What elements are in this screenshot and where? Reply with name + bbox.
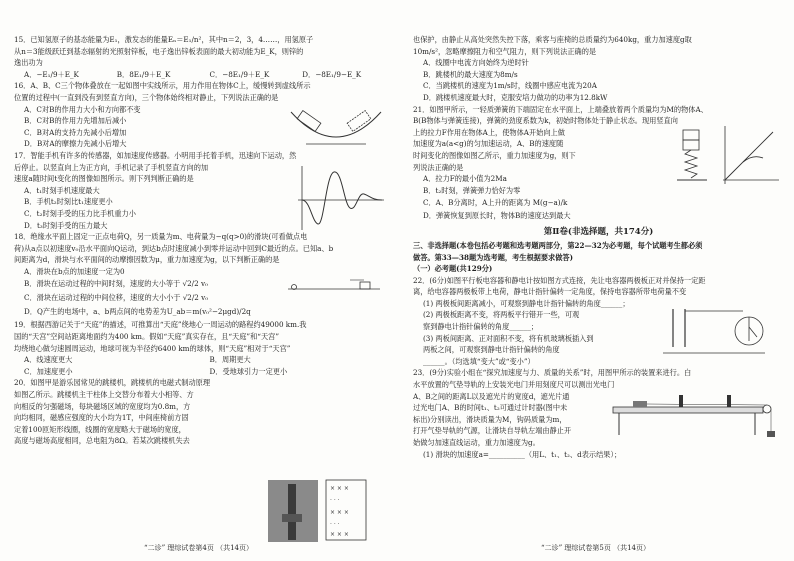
q20-stem-2: 如图乙所示。跳楼机主干柱体上交替分布着大小相等、方 bbox=[14, 390, 194, 400]
q23-stem-1: 23．(9分)实验小组在“探究加速度与力、质量的关系”时，用图甲所示的装置来进行。白 bbox=[413, 368, 692, 378]
q20-stem-3: 向相反的匀强磁场，每块磁场区域的宽度均为0.8m，方 bbox=[14, 401, 191, 411]
q16-stem-1: 16．A、B、C三个物体叠放在一起如图中实线所示，用力作用在物体C上，缓慢转到虚线所示 bbox=[14, 81, 311, 91]
q20-option-b: B．跳楼机的最大速度为8m/s bbox=[423, 69, 518, 79]
question-21 bbox=[413, 104, 784, 222]
q21-stem-6: 列说法正确的是 bbox=[413, 162, 464, 172]
q22-item-3c: ______。（均选填“变大”或“变小”） bbox=[423, 356, 535, 366]
q21-spring-blocks-figure bbox=[675, 126, 709, 186]
q23-stem-3: A、B之间的距离L以及遮光片的宽度d，遮光片通 bbox=[413, 391, 570, 401]
required-section-heading: （一）必考题(共129分) bbox=[413, 264, 493, 274]
q16-stem-2: 位置的过程中(一直到没有到竖直方向)，三个物体始终相对静止，下列说法正确的是 bbox=[14, 92, 279, 102]
q15-options bbox=[24, 69, 389, 81]
q19-stem-3: 均绕地心做匀速圆周运动，地球可视为半径约6400 km的球体，则“天庭”相对于“天宫” bbox=[14, 343, 291, 353]
q18-option-c: C．滑块在运动过程的中间位移，速度的大小小于 √2/2 v₀ bbox=[24, 293, 209, 303]
q19-option-d: D．受地球引力一定更小 bbox=[209, 366, 288, 376]
question-18 bbox=[14, 231, 389, 319]
q20-option-c: C．当跳楼机的速度为1m/s时，线圈中感应电流为20A bbox=[423, 81, 597, 91]
q15-stem-2: 从n＝3能级跃迁到基态辐射的光照射锌板，电子逸出锌板表面的最大初动能为E_K，则锌的 bbox=[14, 46, 304, 56]
q23-item-1: (1) 滑块的加速度a=__________（用L、t₁、t₂、d表示结果）； bbox=[423, 449, 622, 459]
q19-options-row-1 bbox=[24, 354, 389, 366]
q17-option-c: C．t₂时刻手受的压力比手机重力小 bbox=[24, 208, 136, 218]
q21-velocity-time-graph bbox=[717, 124, 781, 188]
q16-option-a: A．C对B的作用力大小和方向都不变 bbox=[24, 104, 141, 114]
q17-stem-1: 17．智能手机有许多的传感器，如加速度传感器。小明用手托着手机，迅速向下运动，然 bbox=[14, 150, 297, 160]
q17-option-b: B．手机t₂时刻比t₁速度更小 bbox=[24, 197, 113, 207]
q20-magnetic-field-diagram bbox=[322, 478, 382, 544]
q18-option-b: B．滑块在运动过程的中间时刻，速度的大小等于 √2/2 v₀ bbox=[24, 279, 208, 289]
q15-stem-1: 15．已知氢原子的基态能量为E₁，激发态的能量Eₙ＝E₁/n²，其中n＝2，3，4……，用氢原子 bbox=[14, 35, 314, 44]
q21-option-b: B．t₂时刻，弹簧弹力恰好为零 bbox=[423, 185, 521, 195]
q21-stem-4: 加速度为a(a<g)的匀加速运动，A、B的速度随 bbox=[413, 139, 564, 149]
q22-item-3b: 两板之间，可观察到静电计指针偏转的角度 bbox=[423, 345, 560, 355]
q18-stem-2: 荷)从a点以初速度v₀沿水平面向Q运动，到达b点时速度减小到零并运动中回到C最近的点。已知a、b bbox=[14, 243, 334, 253]
q22-item-2a: (2) 两极板距离不变，将两板平行错开一些，可观 bbox=[423, 310, 580, 320]
question-15 bbox=[14, 34, 389, 80]
q19-stem-2: 国的“天宫”空间站距离地面约为400 km。假如“天庭”真实存在，且“天庭”和“天宫” bbox=[14, 332, 280, 342]
svg-text:× × ×: × × × bbox=[330, 485, 349, 492]
q19-stem-1: 19．根据西游记关于“天庭”的描述，可推算出“天庭”绕地心一周运动的路程约49000 km.我 bbox=[14, 320, 307, 330]
q18-option-a: A．滑块在b点的加速度一定为0 bbox=[24, 266, 125, 276]
q18-stem-1: 18．绝缘水平面上固定一正点电荷Q，另一质量为m、电荷量为−q(q>0)的滑块(可看做点电 bbox=[14, 232, 308, 242]
q21-stem-1: 21．如图甲所示，一轻质弹簧的下端固定在水平面上，上端叠放着两个质量均为M的物体A、 bbox=[413, 104, 708, 114]
q18-stem-3: 间距离为d，滑块与水平面间的动摩擦因数为μ，重力加速度为g，以下判断正确的是 bbox=[14, 255, 280, 265]
question-20 bbox=[14, 377, 264, 447]
q17-stem-3: 速度a随时间t变化的图像如图所示。则下列判断正确的是 bbox=[14, 174, 194, 184]
q22-stem-1: 22．(6分)如图平行板电容器和静电计按如图方式连接，先让电容器两极板正对并保持一定距 bbox=[413, 275, 706, 285]
q21-option-d: D．弹簧恢复到原长时，物体B的速度达到最大 bbox=[423, 211, 571, 221]
q22-capacitor-electroscope-figure bbox=[653, 303, 773, 359]
question-20-continued bbox=[413, 34, 784, 104]
q20-option-d: D．跳楼机速度最大时，克服安培力做功的功率为12.8kW bbox=[423, 92, 608, 102]
q23-stem-2: 水平放置的气垫导轨的上安装光电门并用刻度尺可以测出光电门 bbox=[413, 380, 615, 390]
q16-stacked-blocks-figure bbox=[286, 102, 386, 148]
q23-stem-7: 始做匀加速直线运动，重力加速度为g。 bbox=[413, 438, 540, 447]
q20-stem-6: 高度与磁场高度相同，总电阻为8Ω。若某次跳楼机失去 bbox=[14, 436, 190, 446]
left-page-footer: “二诊” 理综试卷第4页 （共14页） bbox=[144, 544, 253, 552]
q23-stem-5: 标出)分别读出，滑块质量为M，钩码质量为m， bbox=[413, 414, 567, 424]
question-16 bbox=[14, 80, 389, 150]
question-23 bbox=[413, 367, 784, 460]
q20-stem-5: 定着100匝矩形线圈，线圈的宽度略大于磁场的宽度， bbox=[14, 424, 186, 434]
part-2-heading: 第Ⅱ卷(非选择题，共174分) bbox=[543, 226, 654, 237]
right-page bbox=[397, 0, 794, 561]
q17-option-d: D．t₃时刻手受的压力最大 bbox=[24, 220, 108, 230]
q16-option-b: B．C对B的作用力先增加后减小 bbox=[24, 116, 127, 126]
svg-text:· · ·: · · · bbox=[330, 497, 340, 504]
q19-option-b: B．周期更大 bbox=[209, 355, 251, 365]
q20c-stem-1: 也保护，由静止从高处突然失控下落，乘客与座椅的总质量约为640kg，重力加速度g取 bbox=[413, 35, 692, 44]
q20-drop-tower-photo bbox=[268, 480, 318, 542]
q20-stem-1: 20．如图甲是游乐园常见的跳楼机，跳楼机的电磁式制动原理 bbox=[14, 378, 211, 388]
q22-stem-2: 离，给电容器两极板带上电荷，静电计指针偏转一定角度，保持电容器所带电荷量不变 bbox=[413, 287, 687, 297]
q15-stem-3: 逸出功为 bbox=[14, 58, 43, 68]
q16-option-c: C．B对A的支持力先减小后增加 bbox=[24, 127, 127, 137]
q18-charge-slider-figure bbox=[286, 275, 382, 297]
q17-acceleration-time-graph bbox=[292, 164, 388, 234]
q21-option-c: C．A、B分离时，A上升的距离为 M(g−a)/k bbox=[423, 198, 568, 208]
right-page-footer: “二诊” 理综试卷第5页 （共14页） bbox=[541, 544, 650, 552]
svg-text:× × ×: × × × bbox=[330, 509, 349, 516]
q17-stem-2: 后停止。以竖直向上为正方向，手机记录了手机竖直方向的加 bbox=[14, 162, 209, 172]
svg-text:· · ·: · · · bbox=[330, 521, 340, 528]
q15-option-c: C．−8E₁/9＋E_K bbox=[209, 69, 270, 79]
q17-option-a: A．t₁时刻手机速度最大 bbox=[24, 185, 100, 195]
q20-option-a: A．线圈中电流方向始终为逆时针 bbox=[423, 58, 529, 68]
q21-stem-5: 时间变化的图像如图乙所示，重力加速度为g，则下 bbox=[413, 150, 576, 160]
q23-stem-4: 过光电门A、B的时间t₁、t₂可通过计时器(图中未 bbox=[413, 403, 568, 413]
q19-options-row-2 bbox=[24, 366, 389, 378]
q23-air-track-figure bbox=[609, 391, 777, 441]
q18-option-d: D．Q产生的电场中，a、b两点间的电势差为U_ab＝m(v₀²−2μgd)/2q bbox=[24, 307, 251, 317]
q20-stem-4: 向均相同，磁感应强度的大小均为1T，中间座椅前方固 bbox=[14, 413, 189, 423]
q21-option-a: A．拉力F的最小值为2Ma bbox=[423, 174, 507, 184]
q23-stem-6: 打开气垫导轨的气源，让滑块自导轨左端由静止开 bbox=[413, 426, 572, 436]
q15-option-a: A．−E₁/9＋E_K bbox=[24, 69, 79, 79]
q22-item-3a: (3) 两板间距离、正对面积不变，将有机玻璃板插入到 bbox=[423, 333, 594, 343]
q21-stem-3: 上的拉力F作用在物体A上，使物体A开始向上做 bbox=[413, 127, 565, 137]
question-22 bbox=[413, 275, 784, 368]
q20c-stem-2: 10m/s²，忽略摩擦阻力和空气阻力，则下列说法正确的是 bbox=[413, 46, 597, 56]
q21-stem-2: B(B物体与弹簧连接)，弹簧的劲度系数为k，初始时物体处于静止状态。现用竖直向 bbox=[413, 116, 678, 126]
q22-item-2b: 察到静电计指针偏转的角度______； bbox=[423, 322, 539, 332]
part-2-note-1: 三、非选择题(本卷包括必考题和选考题两部分，第22—32为必考题，每个试题考生都必须 bbox=[413, 240, 703, 250]
question-19 bbox=[14, 319, 389, 377]
q16-option-d: D．B对A的摩擦力先减小后增大 bbox=[24, 139, 127, 149]
part-2-note-2: 做答。第33—38题为选考题，考生根据要求做答) bbox=[413, 252, 573, 262]
q19-option-c: C．加速度更小 bbox=[24, 366, 73, 376]
q15-option-d: D．−8E₁/9−E_K bbox=[302, 69, 362, 79]
q19-option-a: A．线速度更大 bbox=[24, 355, 73, 365]
question-17 bbox=[14, 150, 389, 231]
q15-option-b: B．8E₁/9＋E_K bbox=[116, 69, 171, 79]
q22-item-1: (1) 两极板间距离减小，可观察到静电计指针偏转的角度______； bbox=[423, 298, 630, 308]
svg-text:× × ×: × × × bbox=[330, 531, 349, 538]
